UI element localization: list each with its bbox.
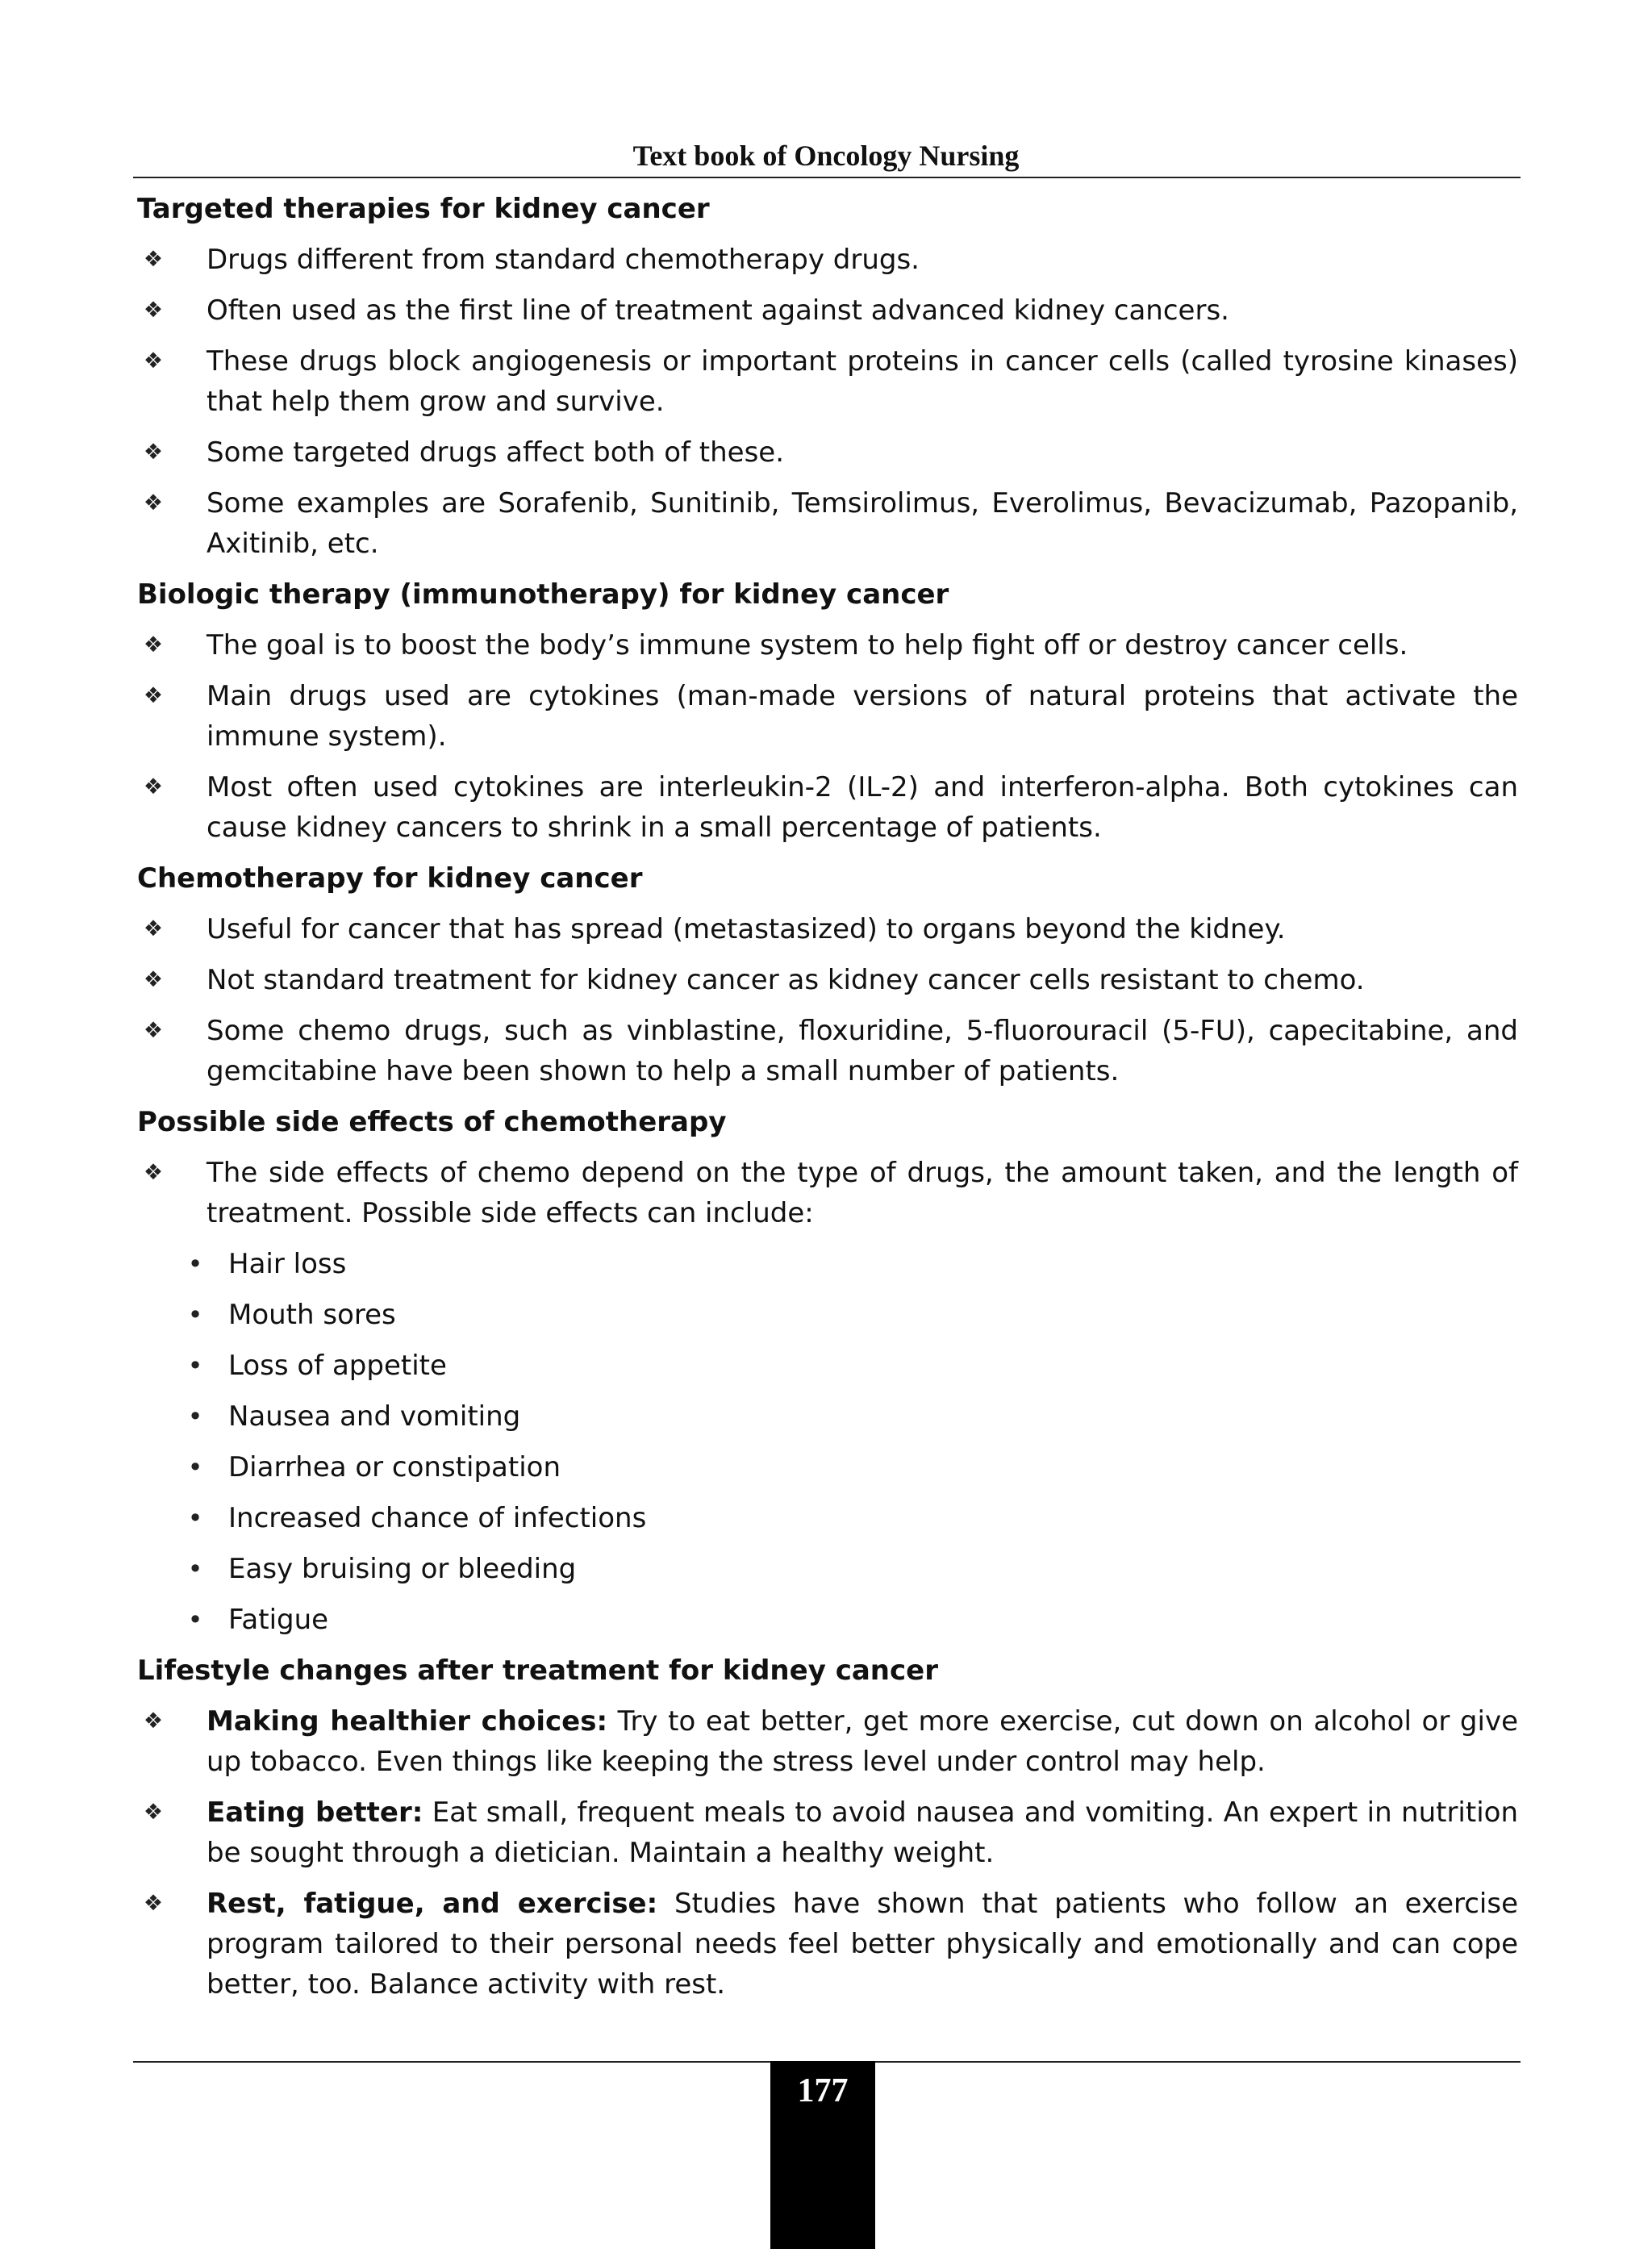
- page-header-title: Text book of Oncology Nursing: [632, 140, 1020, 172]
- page-body: [137, 189, 1518, 2015]
- bullet-item: ❖ Useful for cancer that has spread (metastasized) to organs beyond the kidney.: [137, 909, 1518, 949]
- section-heading-biologic-therapy: Biologic therapy (immunotherapy) for kidney cancer: [137, 578, 949, 611]
- round-dot-bullet-icon: •: [187, 1554, 203, 1584]
- round-dot-bullet-icon: •: [187, 1604, 203, 1635]
- sub-bullet-item: • Fatigue: [183, 1600, 1518, 1640]
- round-dot-bullet-icon: •: [187, 1350, 203, 1381]
- section-heading-chemotherapy: Chemotherapy for kidney cancer: [137, 862, 643, 895]
- bullet-item: ❖ Some examples are Sorafenib, Sunitinib, Temsirolimus, Everolimus, Bevacizumab, Pazopanib, Axitinib, etc.: [137, 483, 1518, 564]
- bullet-item: ❖ The side effects of chemo depend on the type of drugs, the amount taken, and the length of treatment. Possible side effects can include:: [137, 1153, 1518, 1233]
- round-dot-bullet-icon: •: [187, 1503, 203, 1533]
- bullet-item: ❖ Eating better: Eat small, frequent meals to avoid nausea and vomiting. An expert in nutrition be sought through a dietician. Maintain a healthy weight.: [137, 1792, 1518, 1873]
- four-diamond-bullet-icon: ❖: [143, 440, 164, 465]
- sub-bullet-item: • Easy bruising or bleeding: [183, 1549, 1518, 1589]
- bullet-item: ❖ The goal is to boost the body’s immune system to help fight off or destroy cancer cells.: [137, 625, 1518, 666]
- bullet-item: ❖ Making healthier choices: Try to eat better, get more exercise, cut down on alcohol or give up tobacco. Even things like keeping the stress level under control may help.: [137, 1701, 1518, 1782]
- bullet-item: ❖ Main drugs used are cytokines (man-made versions of natural proteins that activate the immune system).: [137, 676, 1518, 757]
- section-heading-lifestyle-changes: Lifestyle changes after treatment for kidney cancer: [137, 1654, 938, 1687]
- bullet-item: ❖ Often used as the first line of treatment against advanced kidney cancers.: [137, 290, 1518, 331]
- bullet-term: Making healthier choices:: [206, 1705, 608, 1738]
- sub-bullet-item: • Nausea and vomiting: [183, 1396, 1518, 1437]
- four-diamond-bullet-icon: ❖: [143, 967, 164, 992]
- four-diamond-bullet-icon: ❖: [143, 1800, 164, 1825]
- page-number: 177: [797, 2072, 849, 2109]
- four-diamond-bullet-icon: ❖: [143, 298, 164, 323]
- four-diamond-bullet-icon: ❖: [143, 1018, 164, 1043]
- header-divider: [133, 177, 1521, 178]
- round-dot-bullet-icon: •: [187, 1452, 203, 1483]
- four-diamond-bullet-icon: ❖: [143, 683, 164, 708]
- round-dot-bullet-icon: •: [187, 1249, 203, 1279]
- four-diamond-bullet-icon: ❖: [143, 1709, 164, 1734]
- bullet-term: Rest, fatigue, and exercise:: [206, 1888, 658, 1920]
- bullet-item: ❖ Drugs different from standard chemotherapy drugs.: [137, 240, 1518, 280]
- round-dot-bullet-icon: •: [187, 1300, 203, 1330]
- section-heading-targeted-therapies: Targeted therapies for kidney cancer: [137, 193, 710, 225]
- four-diamond-bullet-icon: ❖: [143, 916, 164, 941]
- bullet-item: ❖ Some chemo drugs, such as vinblastine, floxuridine, 5-fluorouracil (5-FU), capecitabine, and gemcitabine have been shown to help a small number of patients.: [137, 1011, 1518, 1091]
- four-diamond-bullet-icon: ❖: [143, 1891, 164, 1916]
- sub-bullet-item: • Increased chance of infections: [183, 1498, 1518, 1538]
- four-diamond-bullet-icon: ❖: [143, 247, 164, 272]
- bullet-item: ❖ Not standard treatment for kidney cancer as kidney cancer cells resistant to chemo.: [137, 960, 1518, 1000]
- bullet-item: ❖ These drugs block angiogenesis or important proteins in cancer cells (called tyrosine kinases) that help them grow and survive.: [137, 341, 1518, 422]
- sub-bullet-item: • Mouth sores: [183, 1295, 1518, 1335]
- four-diamond-bullet-icon: ❖: [143, 1160, 164, 1185]
- section-heading-side-effects: Possible side effects of chemotherapy: [137, 1106, 727, 1138]
- bullet-item: ❖ Rest, fatigue, and exercise: Studies have shown that patients who follow an exercise program tailored to their personal needs feel better physically and emotionally and can cope better, too. Balance activity with rest.: [137, 1884, 1518, 2005]
- four-diamond-bullet-icon: ❖: [143, 774, 164, 799]
- bullet-term: Eating better:: [206, 1796, 423, 1829]
- round-dot-bullet-icon: •: [187, 1401, 203, 1432]
- sub-bullet-item: • Hair loss: [183, 1244, 1518, 1284]
- bullet-item: ❖ Most often used cytokines are interleukin-2 (IL-2) and interferon-alpha. Both cytokines can cause kidney cancers to shrink in a small percentage of patients.: [137, 767, 1518, 848]
- four-diamond-bullet-icon: ❖: [143, 490, 164, 515]
- four-diamond-bullet-icon: ❖: [143, 348, 164, 373]
- sub-bullet-item: • Loss of appetite: [183, 1346, 1518, 1386]
- sub-bullet-item: • Diarrhea or constipation: [183, 1447, 1518, 1488]
- bullet-item: ❖ Some targeted drugs affect both of these.: [137, 432, 1518, 473]
- four-diamond-bullet-icon: ❖: [143, 632, 164, 657]
